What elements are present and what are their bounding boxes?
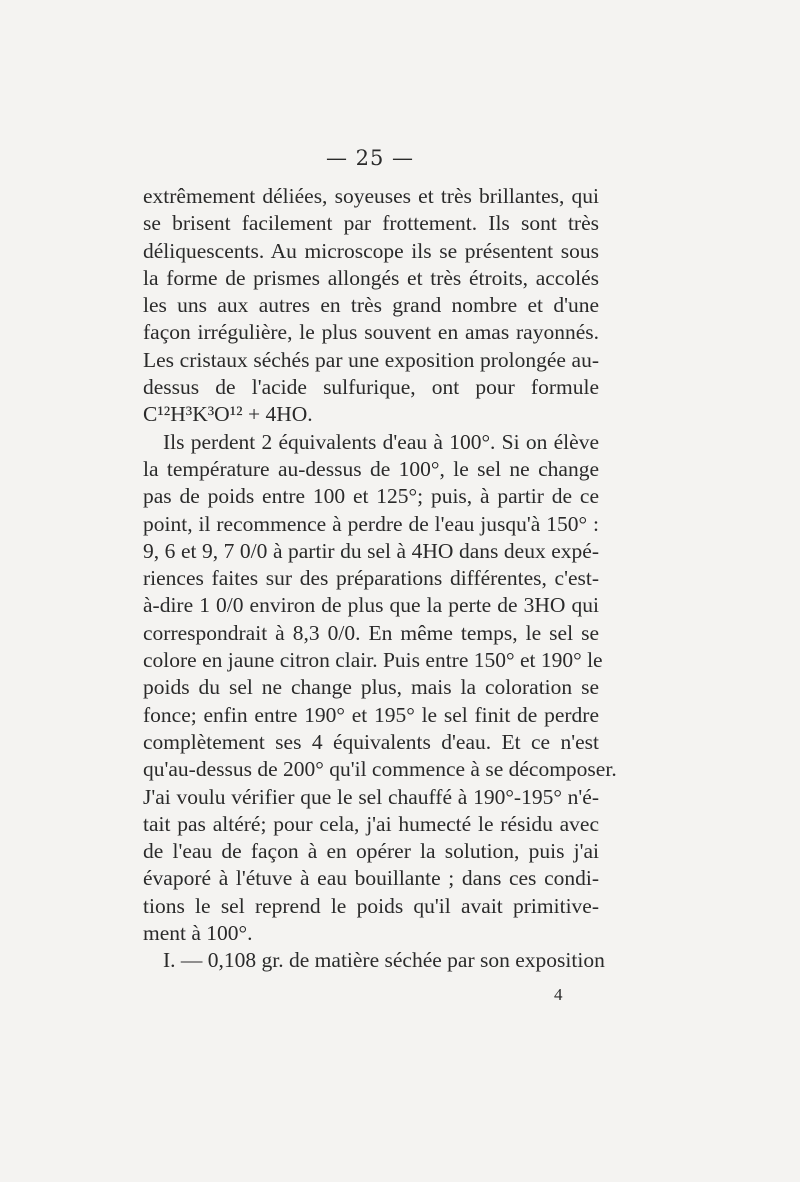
text-line: les uns aux autres en très grand nombre et d'une <box>143 293 599 318</box>
text-line: déliquescents. Au microscope ils se présentent sous <box>143 238 599 263</box>
text-line: colore en jaune citron clair. Puis entre 150° et 190° le <box>143 648 603 673</box>
text-line: J'ai voulu vérifier que le sel chauffé à 190°-195° n'é- <box>143 784 599 809</box>
text-line: I. — 0,108 gr. de matière séchée par son exposition <box>163 948 605 973</box>
text-line: Les cristaux séchés par une exposition prolongée au- <box>143 347 599 372</box>
text-line: fonce; enfin entre 190° et 195° le sel finit de perdre <box>143 702 599 727</box>
text-line: pas de poids entre 100 et 125°; puis, à partir de ce <box>143 484 599 509</box>
text-line: Ils perdent 2 équivalents d'eau à 100°. Si on élève <box>163 429 599 454</box>
text-line: complètement ses 4 équivalents d'eau. Et ce n'est <box>143 729 599 754</box>
text-line: façon irrégulière, le plus souvent en amas rayonnés. <box>143 320 599 345</box>
page-number: — 25 — <box>325 146 415 170</box>
text-line: la forme de prismes allongés et très étroits, accolés <box>143 265 599 290</box>
text-line: tait pas altéré; pour cela, j'ai humecté le résidu avec <box>143 811 599 836</box>
text-line: qu'au-dessus de 200° qu'il commence à se décomposer. <box>143 757 617 782</box>
text-line: correspondrait à 8,3 0/0. En même temps, le sel se <box>143 620 599 645</box>
signature-mark: 4 <box>554 985 563 1004</box>
text-line: ment à 100°. <box>143 921 253 946</box>
text-line: à-dire 1 0/0 environ de plus que la perte de 3HO qui <box>143 593 599 618</box>
text-line: 9, 6 et 9, 7 0/0 à partir du sel à 4HO dans deux expé- <box>143 538 599 563</box>
text-line: dessus de l'acide sulfurique, ont pour formule <box>143 375 599 400</box>
text-line: extrêmement déliées, soyeuses et très brillantes, qui <box>143 184 599 208</box>
text-block <box>143 183 617 975</box>
text-line: de l'eau de façon à en opérer la solution, puis j'ai <box>143 839 599 864</box>
text-line: se brisent facilement par frottement. Ils sont très <box>143 211 599 236</box>
text-line: évaporé à l'étuve à eau bouillante ; dans ces condi- <box>143 866 599 891</box>
text-line: poids du sel ne change plus, mais la coloration se <box>143 675 599 700</box>
text-line: la température au-dessus de 100°, le sel ne change <box>143 456 599 481</box>
text-line: point, il recommence à perdre de l'eau jusqu'à 150° : <box>143 511 599 536</box>
formula-line: C¹²H³K³O¹² + 4HO. <box>143 402 313 427</box>
text-line: tions le sel reprend le poids qu'il avait primitive- <box>143 893 599 918</box>
text-line: riences faites sur des préparations différentes, c'est- <box>143 566 599 591</box>
